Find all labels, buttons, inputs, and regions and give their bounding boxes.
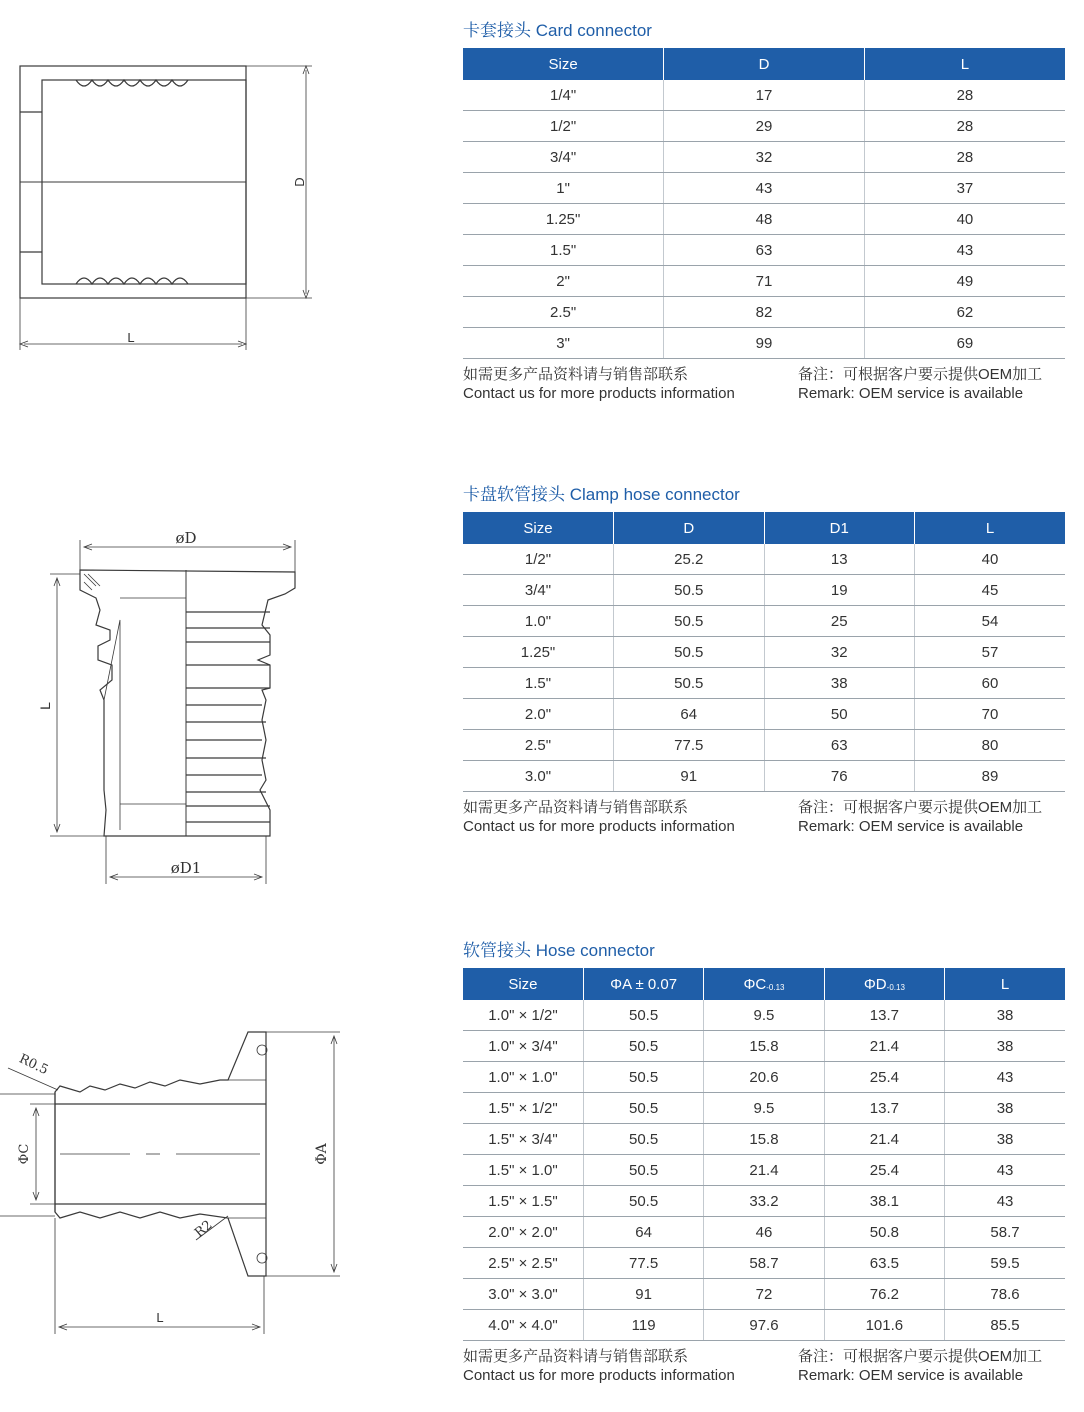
table-row: [463, 1186, 1065, 1217]
cell-a: 77.5: [583, 1248, 703, 1279]
table-row: [463, 575, 1065, 606]
cell-d: 48: [664, 204, 865, 235]
cell-l: 43: [945, 1062, 1065, 1093]
table-row: [463, 1000, 1065, 1031]
cell-l: 57: [915, 637, 1066, 668]
cell-d: 63.5: [824, 1248, 944, 1279]
table-row: [463, 606, 1065, 637]
col-size: Size: [463, 512, 614, 544]
cell-l: 60: [915, 668, 1066, 699]
cell-l: 49: [864, 266, 1065, 297]
clamp-body-outline: [80, 570, 295, 836]
cell-a: 64: [583, 1217, 703, 1248]
col-d-tolerance: -0.13: [886, 982, 905, 992]
card-connector-table: [463, 48, 1065, 359]
table-row: [463, 1093, 1065, 1124]
remark-note-cn: 备注：可根据客户要示提供OEM加工: [798, 1348, 1043, 1365]
cell-size: 1": [463, 173, 664, 204]
cell-l: 28: [864, 80, 1065, 111]
table-row: [463, 235, 1065, 266]
cell-a: 50.5: [583, 1031, 703, 1062]
col-d: D: [614, 512, 765, 544]
cell-d: 82: [664, 297, 865, 328]
col-d1: D1: [764, 512, 915, 544]
cell-d: 43: [664, 173, 865, 204]
remark-note: [798, 1347, 1042, 1385]
hose-connector-drawing: [0, 1025, 345, 1345]
cell-size: 2.5" × 2.5": [463, 1248, 583, 1279]
cell-l: 69: [864, 328, 1065, 359]
col-c-tolerance: -0.13: [766, 982, 785, 992]
cell-d: 25.2: [614, 544, 765, 575]
cell-size: 1.5": [463, 668, 614, 699]
card-connector-section: [463, 19, 1065, 405]
col-l: L: [915, 512, 1066, 544]
cell-size: 1.25": [463, 637, 614, 668]
cell-size: 2.5": [463, 730, 614, 761]
cell-a: 50.5: [583, 1062, 703, 1093]
table-row: [463, 637, 1065, 668]
cell-a: 119: [583, 1310, 703, 1341]
cell-d1: 76: [764, 761, 915, 792]
cell-l: 43: [864, 235, 1065, 266]
cell-size: 3/4": [463, 142, 664, 173]
cell-l: 45: [915, 575, 1066, 606]
cell-l: 70: [915, 699, 1066, 730]
cell-c: 9.5: [704, 1000, 824, 1031]
cell-l: 54: [915, 606, 1066, 637]
hose-connector-section: [463, 939, 1065, 1387]
cell-c: 15.8: [704, 1124, 824, 1155]
cell-d: 25.4: [824, 1062, 944, 1093]
cell-size: 1.0" × 1.0": [463, 1062, 583, 1093]
cell-l: 37: [864, 173, 1065, 204]
cell-d: 50.8: [824, 1217, 944, 1248]
table-row: [463, 1279, 1065, 1310]
cell-size: 1.5" × 3/4": [463, 1124, 583, 1155]
cell-l: 40: [915, 544, 1066, 575]
cell-size: 3": [463, 328, 664, 359]
table-row: [463, 80, 1065, 111]
hose-connector-table: [463, 968, 1065, 1341]
clamp-label-d1: øD1: [170, 859, 202, 877]
cell-l: 59.5: [945, 1248, 1065, 1279]
table-row: [463, 297, 1065, 328]
cell-l: 40: [864, 204, 1065, 235]
cell-d: 101.6: [824, 1310, 944, 1341]
contact-note-cn: 如需更多产品资料请与销售部联系: [463, 366, 689, 383]
cell-d: 25.4: [824, 1155, 944, 1186]
contact-note-cn: 如需更多产品资料请与销售部联系: [463, 1348, 689, 1365]
table-row: [463, 1031, 1065, 1062]
col-size: Size: [463, 968, 583, 1000]
cell-size: 1.0": [463, 606, 614, 637]
cell-l: 28: [864, 111, 1065, 142]
cell-d: 50.5: [614, 606, 765, 637]
contact-note: [463, 365, 735, 403]
table-row: [463, 266, 1065, 297]
contact-note-en: Contact us for more products information: [463, 818, 735, 835]
table-row: [463, 761, 1065, 792]
hose-label-a: ΦA: [314, 1143, 330, 1165]
remark-note: [798, 365, 1042, 403]
cell-l: 89: [915, 761, 1066, 792]
hose-label-r2: R2: [192, 1217, 216, 1241]
cell-size: 2.0": [463, 699, 614, 730]
table-row: [463, 1248, 1065, 1279]
col-c-main: ΦC: [743, 975, 767, 993]
cell-d1: 19: [764, 575, 915, 606]
table-row: [463, 1310, 1065, 1341]
cell-a: 50.5: [583, 1000, 703, 1031]
cell-d: 50.5: [614, 575, 765, 606]
cell-l: 43: [945, 1155, 1065, 1186]
table-row: [463, 699, 1065, 730]
card-label-d: D: [292, 177, 307, 187]
cell-l: 43: [945, 1186, 1065, 1217]
cell-c: 33.2: [704, 1186, 824, 1217]
cell-c: 9.5: [704, 1093, 824, 1124]
cell-l: 80: [915, 730, 1066, 761]
table-row: [463, 1155, 1065, 1186]
table-row: [463, 544, 1065, 575]
clamp-hose-title: 卡盘软管接头 Clamp hose connector: [463, 485, 740, 504]
cell-a: 50.5: [583, 1093, 703, 1124]
table-row: [463, 1124, 1065, 1155]
cell-l: 38: [945, 1031, 1065, 1062]
hose-connector-title: 软管接头 Hose connector: [463, 941, 655, 960]
cell-d: 50.5: [614, 637, 765, 668]
cell-size: 1.0" × 3/4": [463, 1031, 583, 1062]
cell-size: 1.5" × 1.5": [463, 1186, 583, 1217]
col-d: [824, 968, 944, 1000]
table-header-row: [463, 48, 1065, 80]
cell-d1: 63: [764, 730, 915, 761]
clamp-label-d: øD: [175, 529, 197, 547]
table-row: [463, 142, 1065, 173]
clamp-hose-table: [463, 512, 1065, 792]
cell-size: 2.5": [463, 297, 664, 328]
remark-note-cn: 备注：可根据客户要示提供OEM加工: [798, 366, 1043, 383]
table-row: [463, 730, 1065, 761]
cell-c: 20.6: [704, 1062, 824, 1093]
cell-d: 71: [664, 266, 865, 297]
col-c: [704, 968, 824, 1000]
cell-size: 1.5" × 1.0": [463, 1155, 583, 1186]
cell-d: 21.4: [824, 1124, 944, 1155]
table-row: [463, 1217, 1065, 1248]
table-row: [463, 328, 1065, 359]
cell-d: 64: [614, 699, 765, 730]
contact-note-en: Contact us for more products information: [463, 1367, 735, 1384]
cell-l: 38: [945, 1124, 1065, 1155]
cell-d: 76.2: [824, 1279, 944, 1310]
contact-note: [463, 1347, 735, 1385]
cell-a: 50.5: [583, 1124, 703, 1155]
cell-a: 50.5: [583, 1186, 703, 1217]
cell-size: 3/4": [463, 575, 614, 606]
col-size: Size: [463, 48, 664, 80]
clamp-hose-section: [463, 483, 1065, 838]
cell-c: 58.7: [704, 1248, 824, 1279]
cell-size: 2.0" × 2.0": [463, 1217, 583, 1248]
cell-d1: 13: [764, 544, 915, 575]
cell-d: 50.5: [614, 668, 765, 699]
cell-l: 38: [945, 1093, 1065, 1124]
cell-d1: 38: [764, 668, 915, 699]
cell-size: 1.0" × 1/2": [463, 1000, 583, 1031]
col-d: D: [664, 48, 865, 80]
cell-d: 13.7: [824, 1093, 944, 1124]
clamp-footer: [463, 798, 1065, 838]
remark-note-en: Remark: OEM service is available: [798, 1367, 1024, 1384]
card-connector-drawing: [0, 55, 320, 355]
clamp-label-l: L: [37, 702, 53, 710]
table-header-row: [463, 512, 1065, 544]
cell-size: 1/2": [463, 111, 664, 142]
cell-c: 15.8: [704, 1031, 824, 1062]
cell-size: 2": [463, 266, 664, 297]
cell-d: 17: [664, 80, 865, 111]
card-bottom-grooves: [76, 278, 188, 284]
cell-d: 13.7: [824, 1000, 944, 1031]
cell-size: 3.0": [463, 761, 614, 792]
cell-c: 97.6: [704, 1310, 824, 1341]
contact-note: [463, 798, 735, 836]
cell-l: 38: [945, 1000, 1065, 1031]
contact-note-cn: 如需更多产品资料请与销售部联系: [463, 799, 689, 816]
cell-l: 85.5: [945, 1310, 1065, 1341]
cell-d: 63: [664, 235, 865, 266]
hose-label-c: ΦC: [17, 1143, 32, 1165]
remark-note-en: Remark: OEM service is available: [798, 818, 1024, 835]
table-row: [463, 668, 1065, 699]
cell-d: 77.5: [614, 730, 765, 761]
cell-d1: 50: [764, 699, 915, 730]
cell-size: 1/4": [463, 80, 664, 111]
hose-label-l: L: [156, 1310, 164, 1325]
cell-c: 46: [704, 1217, 824, 1248]
cell-d: 21.4: [824, 1031, 944, 1062]
remark-note-en: Remark: OEM service is available: [798, 385, 1024, 402]
card-connector-title: 卡套接头 Card connector: [463, 21, 652, 40]
table-row: [463, 204, 1065, 235]
contact-note-en: Contact us for more products information: [463, 385, 735, 402]
cell-l: 62: [864, 297, 1065, 328]
table-row: [463, 173, 1065, 204]
col-l: L: [864, 48, 1065, 80]
card-label-l: L: [127, 330, 135, 345]
cell-d: 32: [664, 142, 865, 173]
cell-d1: 32: [764, 637, 915, 668]
cell-l: 58.7: [945, 1217, 1065, 1248]
table-header-row: [463, 968, 1065, 1000]
cell-d: 38.1: [824, 1186, 944, 1217]
cell-d: 99: [664, 328, 865, 359]
cell-size: 1/2": [463, 544, 614, 575]
cell-d: 29: [664, 111, 865, 142]
cell-a: 50.5: [583, 1155, 703, 1186]
cell-d1: 25: [764, 606, 915, 637]
col-d-main: ΦD: [863, 975, 887, 993]
cell-a: 91: [583, 1279, 703, 1310]
cell-l: 28: [864, 142, 1065, 173]
cell-c: 21.4: [704, 1155, 824, 1186]
col-l: L: [945, 968, 1065, 1000]
cell-size: 3.0" × 3.0": [463, 1279, 583, 1310]
cell-size: 1.5" × 1/2": [463, 1093, 583, 1124]
table-row: [463, 1062, 1065, 1093]
col-a: ΦA ± 0.07: [583, 968, 703, 1000]
remark-note-cn: 备注：可根据客户要示提供OEM加工: [798, 799, 1043, 816]
card-top-grooves: [76, 80, 188, 86]
cell-size: 4.0" × 4.0": [463, 1310, 583, 1341]
cell-l: 78.6: [945, 1279, 1065, 1310]
hose-footer: [463, 1347, 1065, 1387]
remark-note: [798, 798, 1042, 836]
cell-size: 1.5": [463, 235, 664, 266]
clamp-hose-drawing: [0, 520, 320, 890]
hose-label-r05: R0.5: [16, 1051, 51, 1079]
cell-size: 1.25": [463, 204, 664, 235]
cell-d: 91: [614, 761, 765, 792]
cell-c: 72: [704, 1279, 824, 1310]
table-row: [463, 111, 1065, 142]
card-footer: [463, 365, 1065, 405]
